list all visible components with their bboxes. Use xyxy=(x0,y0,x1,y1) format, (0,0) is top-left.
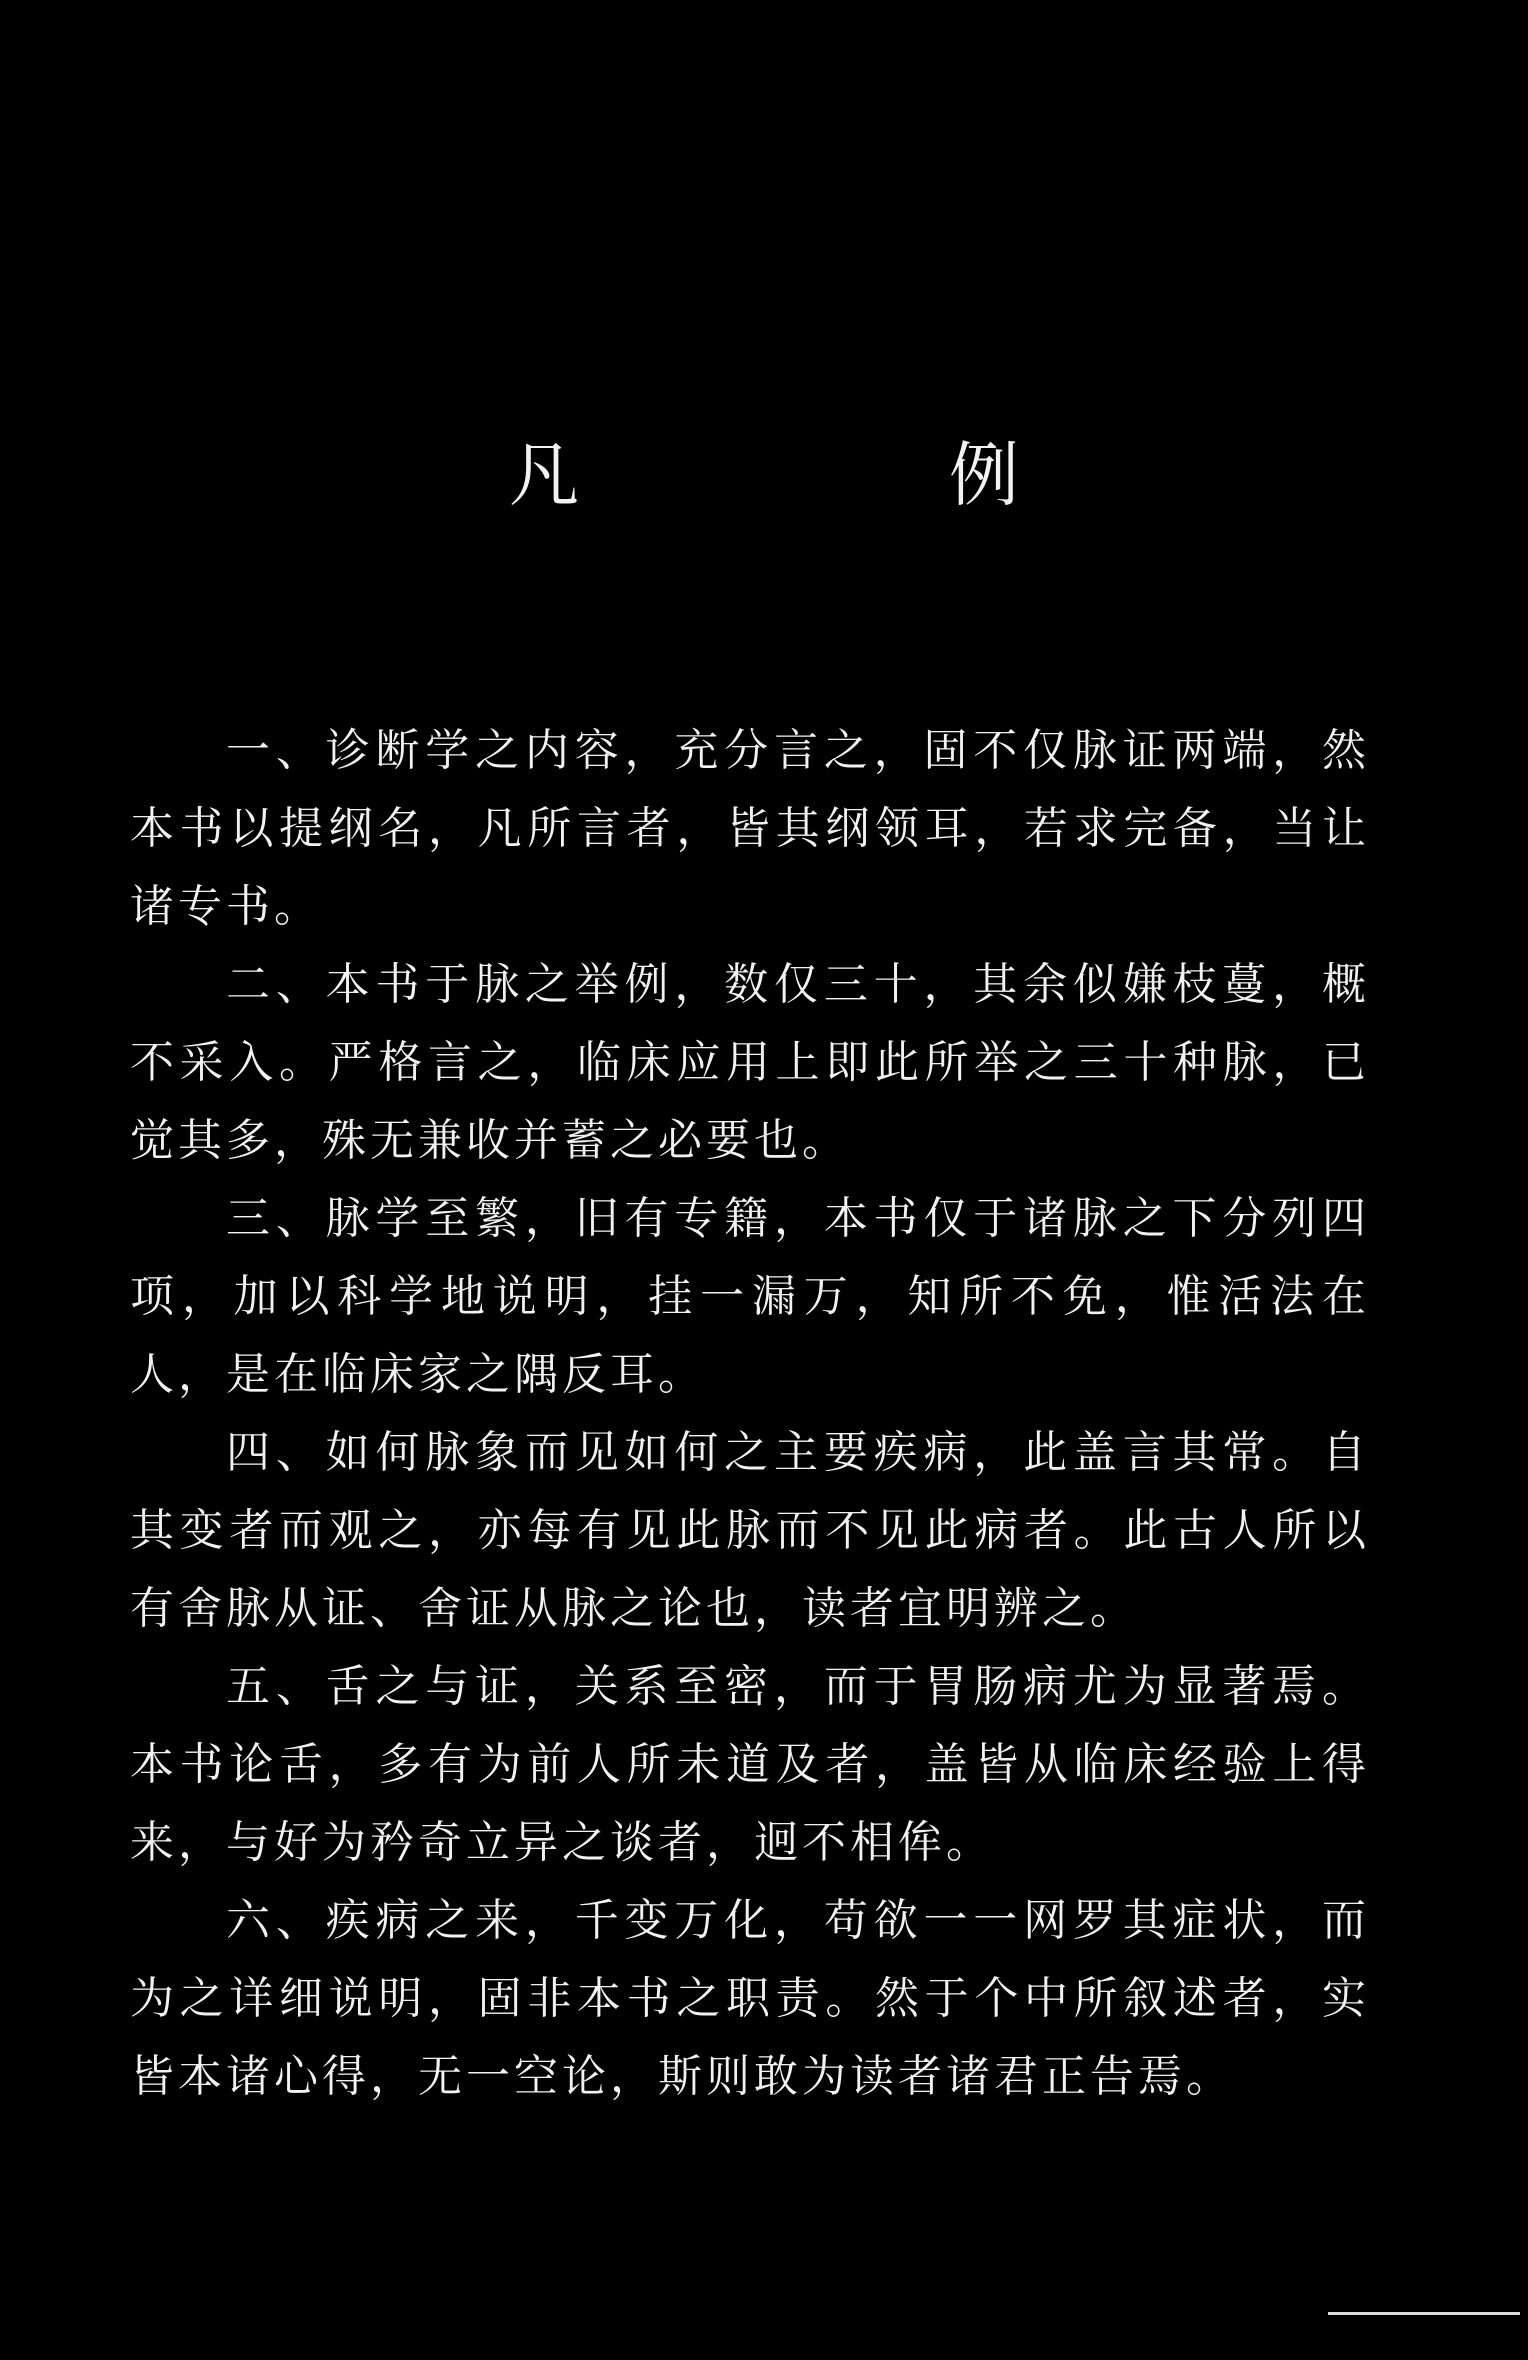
paragraph-6: 六、疾病之来，千变万化，苟欲一一网罗其症状，而为之详细说明，固非本书之职责。然于个中所叙述者，实皆本诸心得，无一空论，斯则敢为读者诸君正告焉。 xyxy=(130,1895,1370,2102)
page-title: 凡 例 xyxy=(509,434,1169,516)
body-text xyxy=(130,712,1370,2116)
paragraph-2: 二、本书于脉之举例，数仅三十，其余似嫌枝蔓，概不采入。严格言之，临床应用上即此所举之三十种脉，已觉其多，殊无兼收并蓄之必要也。 xyxy=(130,959,1370,1166)
bottom-rule-divider xyxy=(1328,2312,1520,2315)
paragraph-3: 三、脉学至繁，旧有专籍，本书仅于诸脉之下分列四项，加以科学地说明，挂一漏万，知所不免，惟活法在人，是在临床家之隅反耳。 xyxy=(130,1193,1370,1400)
paragraph-1: 一、诊断学之内容，充分言之，固不仅脉证两端，然本书以提纲名，凡所言者，皆其纲领耳，若求完备，当让诸专书。 xyxy=(130,725,1370,932)
paragraph-5: 五、舌之与证，关系至密，而于胃肠病尤为显著焉。本书论舌，多有为前人所未道及者，盖皆从临床经验上得来，与好为矜奇立异之谈者，迥不相侔。 xyxy=(130,1661,1370,1868)
paragraph-4: 四、如何脉象而见如何之主要疾病，此盖言其常。自其变者而观之，亦每有见此脉而不见此病者。此古人所以有舍脉从证、舍证从脉之论也，读者宜明辨之。 xyxy=(130,1427,1370,1634)
